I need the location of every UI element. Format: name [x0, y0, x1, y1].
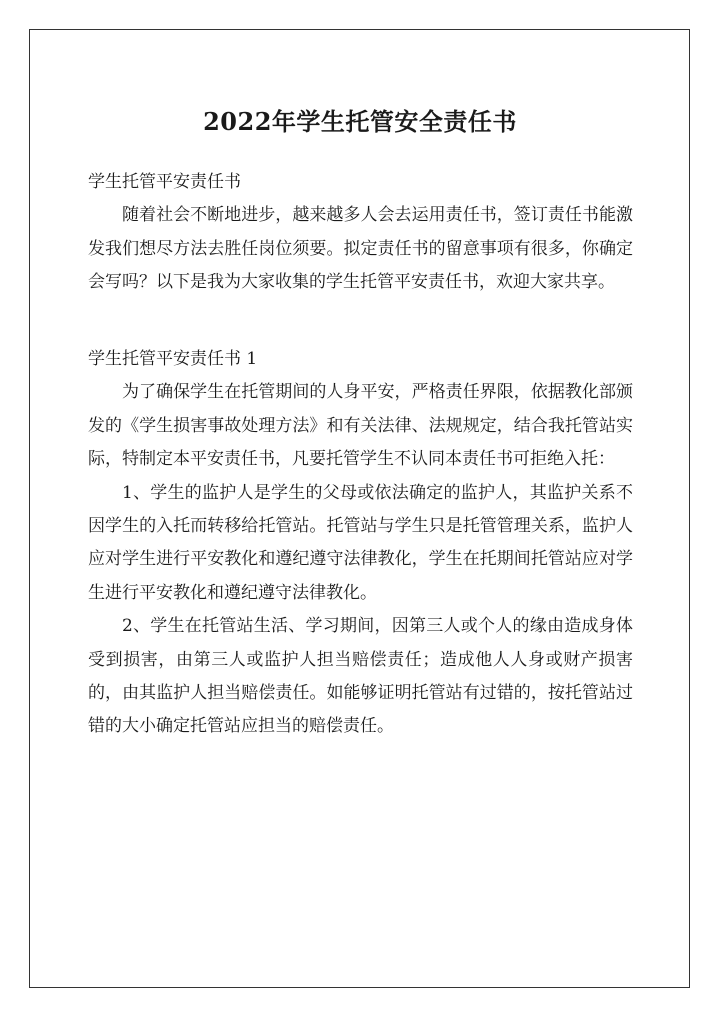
section-spacer [88, 300, 633, 333]
section-1-paragraph-1: 为了确保学生在托管期间的人身平安，严格责任界限，依据教化部颁发的《学生损害事故处理方法》和有关法律、法规规定，结合我托管站实际，特制定本平安责任书，凡要托管学生不认同本责任书可拒绝入托： [88, 382, 633, 470]
document-title: 2022年学生托管安全责任书 [203, 107, 517, 137]
intro-heading: 学生托管平安责任书 [88, 172, 241, 192]
document-body [88, 166, 633, 744]
section-1-paragraph-3: 2、学生在托管站生活、学习期间，因第三人或个人的缘由造成身体受到损害，由第三人或监护人担当赔偿责任；造成他人人身或财产损害的，由其监护人担当赔偿责任。如能够证明托管站有过错的，按托管站过错的大小确定托管站应担当的赔偿责任。 [88, 616, 633, 737]
section-1-heading: 学生托管平安责任书 1 [88, 349, 258, 370]
intro-paragraph: 随着社会不断地进步，越来越多人会去运用责任书，签订责任书能激发我们想尽方法去胜任岗位须要。拟定责任书的留意事项有很多，你确定会写吗？以下是我为大家收集的学生托管平安责任书，欢迎大家共享。 [88, 205, 633, 293]
section-1-paragraph-2: 1、学生的监护人是学生的父母或依法确定的监护人，其监护关系不因学生的入托而转移给托管站。托管站与学生只是托管管理关系，监护人应对学生进行平安教化和遵纪遵守法律教化，学生在托期间托管站应对学生进行平安教化和遵纪遵守法律教化。 [88, 482, 633, 603]
